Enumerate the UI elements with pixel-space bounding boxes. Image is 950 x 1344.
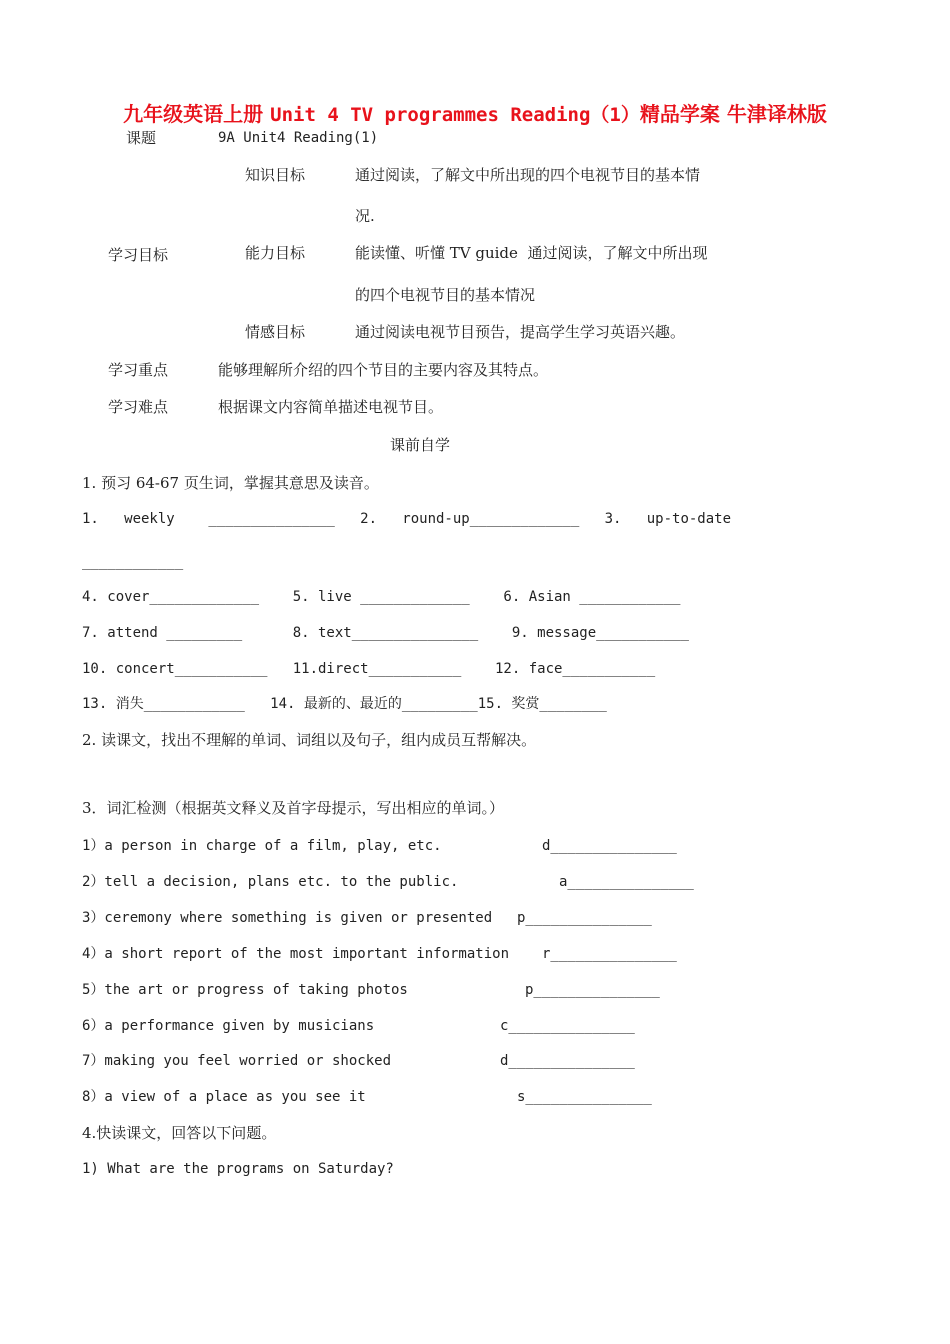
definition-1-blank[interactable]: d_______________	[542, 838, 677, 854]
title-cn-prefix: 九年级英语上册	[123, 102, 264, 126]
ability-label: 能力目标	[245, 244, 306, 262]
page-title	[0, 98, 950, 127]
knowledge-label: 知识目标	[245, 166, 306, 184]
knowledge-line2: 况.	[355, 207, 375, 225]
vocab-row-5: 13. 消失____________ 14. 最新的、最近的_________15. 奖赏________	[82, 696, 607, 712]
definition-8-blank[interactable]: s_______________	[517, 1089, 652, 1105]
definition-8-text: 8）a view of a place as you see it	[82, 1089, 366, 1105]
title-en-part: Unit 4 TV programmes Reading（1）	[270, 104, 640, 126]
definition-1-text: 1）a person in charge of a film, play, etc.	[82, 838, 442, 854]
definition-7-text: 7）making you feel worried or shocked	[82, 1053, 392, 1069]
vocab-row-1-continued: ____________	[82, 554, 184, 570]
definition-2-text: 2）tell a decision, plans etc. to the public.	[82, 874, 459, 890]
definition-4-text: 4）a short report of the most important information	[82, 946, 510, 962]
definition-4-blank[interactable]: r_______________	[542, 946, 677, 962]
definition-6-text: 6）a performance given by musicians	[82, 1018, 375, 1034]
vocab-row-3: 7. attend _________ 8. text_______________ 9. message___________	[82, 625, 689, 641]
section-heading: 课前自学	[389, 436, 450, 454]
question-4: 4.快读课文，回答以下问题。	[82, 1124, 277, 1142]
question-1: 1. 预习 64-67 页生词，掌握其意思及读音。	[82, 474, 379, 492]
question-3: 3．词汇检测（根据英文释义及首字母提示，写出相应的单词。）	[82, 799, 505, 817]
definition-2-blank[interactable]: a_______________	[559, 874, 694, 890]
ability-line1: 能读懂、听懂 TV guide 通过阅读，了解文中所出现	[355, 244, 708, 262]
ability-line2: 的四个电视节目的基本情况	[355, 286, 536, 304]
topic-label: 课题	[126, 129, 157, 147]
difficulty-label: 学习难点	[108, 398, 169, 416]
emotion-value: 通过阅读电视节目预告，提高学生学习英语兴趣。	[355, 323, 686, 341]
topic-value: 9A Unit4 Reading(1)	[218, 130, 379, 146]
definition-5-text: 5）the art or progress of taking photos	[82, 982, 408, 998]
definition-3-blank[interactable]: p_______________	[517, 910, 652, 926]
definition-6-blank[interactable]: c_______________	[500, 1018, 635, 1034]
objectives-label: 学习目标	[108, 246, 169, 264]
key-label: 学习重点	[108, 361, 169, 379]
definition-7-blank[interactable]: d_______________	[500, 1053, 635, 1069]
vocab-row-4: 10. concert___________ 11.direct___________ 12. face___________	[82, 661, 656, 677]
key-value: 能够理解所介绍的四个节目的主要内容及其特点。	[218, 361, 549, 379]
question-2: 2. 读课文，找出不理解的单词、词组以及句子，组内成员互帮解决。	[82, 731, 537, 749]
vocab-row-1: 1. weekly _______________ 2. round-up_____________ 3. up-to-date	[82, 511, 732, 527]
difficulty-value: 根据课文内容简单描述电视节目。	[218, 398, 444, 416]
title-cn-suffix: 精品学案 牛津译林版	[639, 102, 827, 126]
question-4-1: 1) What are the programs on Saturday?	[82, 1161, 394, 1177]
definition-5-blank[interactable]: p_______________	[525, 982, 660, 998]
knowledge-line1: 通过阅读，了解文中所出现的四个电视节目的基本情	[355, 166, 701, 184]
emotion-label: 情感目标	[245, 323, 306, 341]
definition-3-text: 3）ceremony where something is given or presented	[82, 910, 493, 926]
vocab-row-2: 4. cover_____________ 5. live _____________ 6. Asian ____________	[82, 589, 681, 605]
